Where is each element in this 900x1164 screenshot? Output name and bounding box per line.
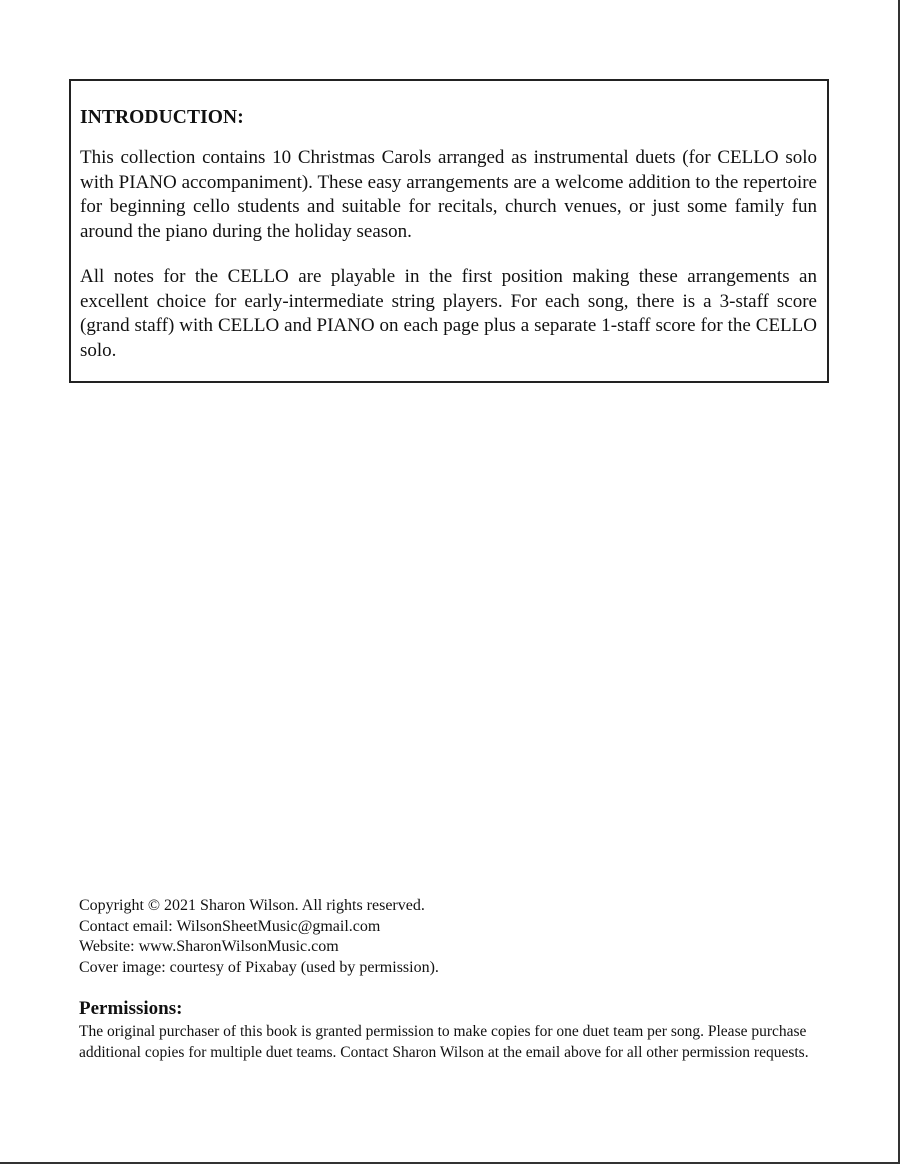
copyright-line: Copyright © 2021 Sharon Wilson. All rights reserved. bbox=[79, 897, 425, 914]
introduction-heading: INTRODUCTION: bbox=[80, 107, 244, 128]
contact-email-line: Contact email: WilsonSheetMusic@gmail.com bbox=[79, 917, 381, 935]
permissions-text: The original purchaser of this book is granted permission to make copies for one duet team per song. Please purchase additional copies for multiple duet teams. Contact Sharon Wilson at the email above for all other permission requests. bbox=[79, 1023, 809, 1061]
introduction-paragraph-2: All notes for the CELLO are playable in the first position making these arrangements an excellent choice for early-intermediate string players. For each song, there is a 3-staff score (grand staff) with CELLO and PIANO on each page plus a separate 1-staff score for the CELLO solo. bbox=[80, 266, 817, 361]
introduction-paragraph-1: This collection contains 10 Christmas Carols arranged as instrumental duets (for CELLO solo with PIANO accompaniment). These easy arrangements are a welcome addition to the repertoire for beginning cello students and suitable for recitals, church venues, or just some family fun around the piano during the holiday season. bbox=[80, 147, 817, 242]
cover-credit-line: Cover image: courtesy of Pixabay (used by permission). bbox=[79, 958, 439, 976]
credits-section bbox=[79, 896, 819, 1063]
website-line: Website: www.SharonWilsonMusic.com bbox=[79, 938, 339, 955]
permissions-heading: Permissions: bbox=[79, 998, 183, 1019]
introduction-box bbox=[69, 79, 829, 383]
